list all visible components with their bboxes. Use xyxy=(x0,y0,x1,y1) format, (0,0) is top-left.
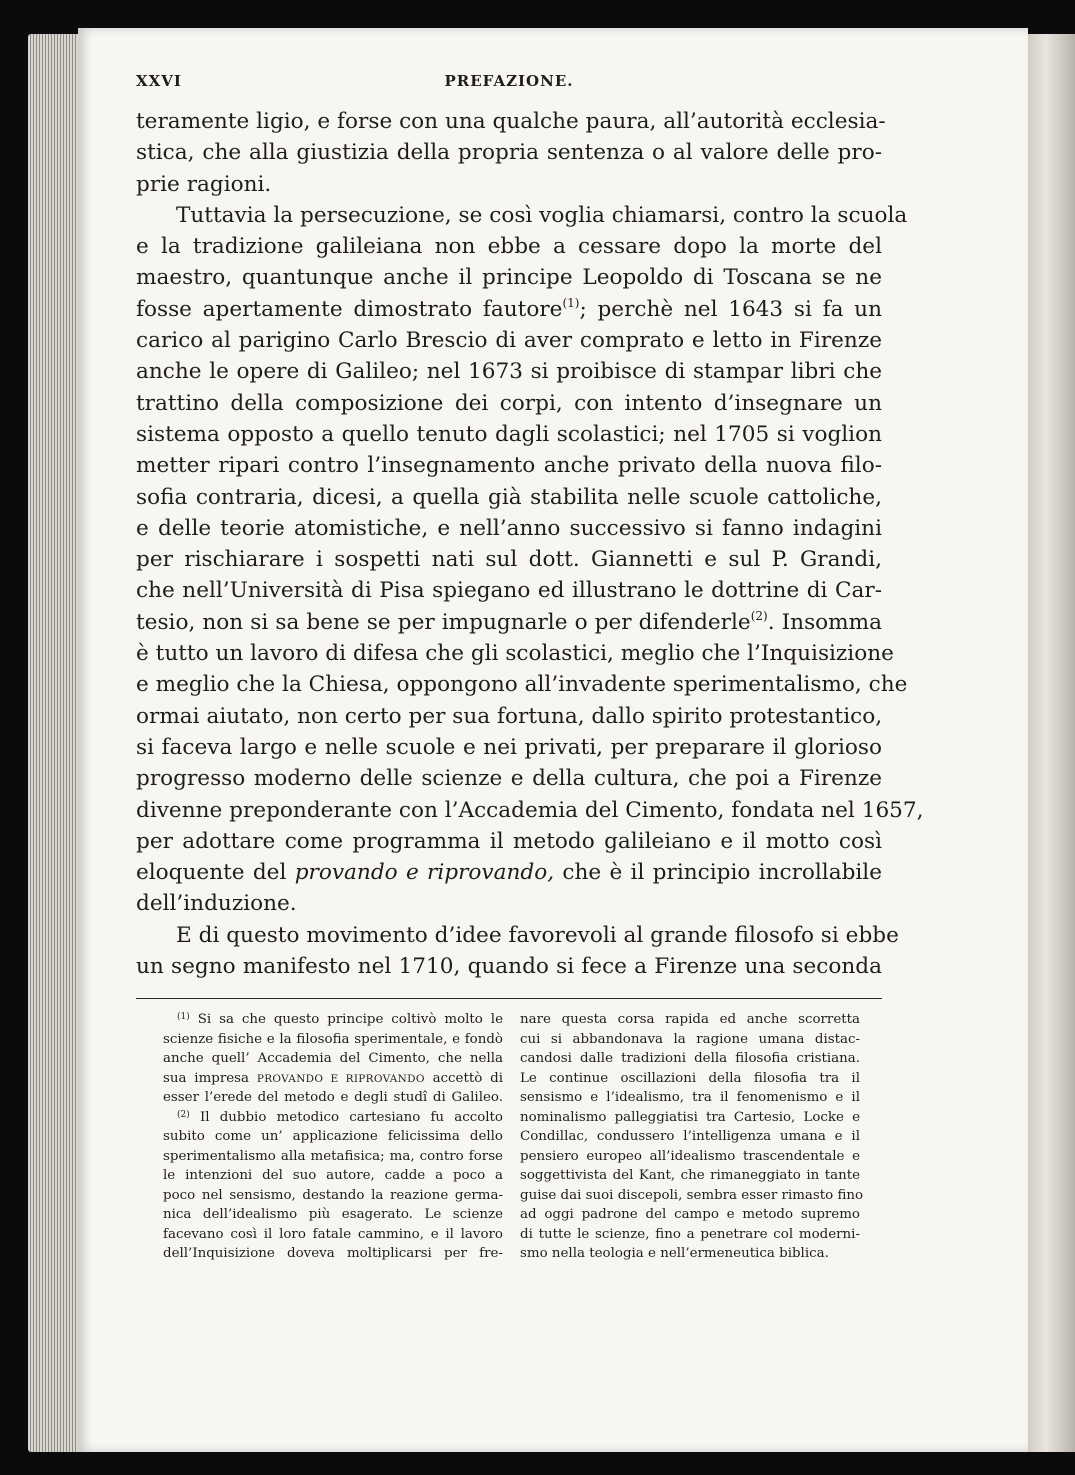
footnote-line: sperimentalismo alla metafisica; ma, contro forse xyxy=(163,1148,503,1164)
footnote-line xyxy=(163,1010,503,1030)
text-line: per adottare come programma il metodo galileiano e il motto così xyxy=(136,828,882,854)
text-line: e delle teorie atomistiche, e nell’anno successivo si fanno indagini xyxy=(136,515,882,541)
text-line: anche le opere di Galileo; nel 1673 si proibisce di stampar libri che xyxy=(136,359,882,385)
running-head xyxy=(136,72,882,96)
page-number: XXVI xyxy=(136,72,182,90)
text-line: sistema opposto a quello tenuto dagli scolastici; nel 1705 si voglion xyxy=(136,421,882,447)
footnote-reference: (1) xyxy=(562,295,580,310)
text-line: progresso moderno delle scienze e della cultura, che poi a Firenze xyxy=(136,766,882,792)
footnote-line: poco nel sensismo, destando la reazione germa- xyxy=(163,1187,503,1203)
text-segment: Si sa che questo principe coltivò molto le xyxy=(197,1012,503,1027)
footnote-line: nica dell’idealismo più esagerato. Le scienze xyxy=(163,1207,503,1222)
footnote-line: Condillac, condussero l’intelligenza umana e il xyxy=(520,1129,860,1144)
text-line: divenne preponderante con l’Accademia del Cimento, fondata nel 1657, xyxy=(136,797,924,823)
footnote-line: ad oggi padrone del campo e metodo supremo xyxy=(520,1207,860,1222)
footnote-line: di tutte le scienze, fino a penetrare col moderni- xyxy=(520,1226,860,1242)
facing-page-edge xyxy=(1027,34,1075,1452)
text-line: ormai aiutato, non certo per sua fortuna, dallo spirito protestantico, xyxy=(136,703,883,729)
text-line: per rischiarare i sospetti nati sul dott. Giannetti e sul P. Grandi, xyxy=(136,547,882,573)
footnote-marker: (2) xyxy=(177,1109,190,1120)
text-line: trattino della composizione dei corpi, con intento d’insegnare un xyxy=(136,390,882,416)
footnote-line: nominalismo palleggiatisi tra Cartesio, Locke e xyxy=(520,1109,860,1125)
text-line: si faceva largo e nelle scuole e nei privati, per preparare il glorioso xyxy=(136,734,882,760)
text-segment: ; perchè nel 1643 si fa un xyxy=(579,296,882,322)
text-segment: eloquente del xyxy=(136,860,287,886)
footnote-line: nare questa corsa rapida ed anche scorretta xyxy=(520,1012,860,1027)
text-line: stica, che alla giustizia della propria sentenza o al valore delle pro- xyxy=(136,140,882,166)
footnote-line: esser l’erede del metodo e degli studî di Galileo. xyxy=(163,1090,503,1105)
italic-motto: provando e riprovando, xyxy=(294,860,555,886)
footnote-line: pensiero europeo all’idealismo trascendentale e xyxy=(520,1148,860,1164)
text-line: un segno manifesto nel 1710, quando si fece a Firenze una seconda xyxy=(136,954,882,980)
small-caps-motto: PROVANDO E RIPROVANDO xyxy=(256,1072,425,1085)
text-line: maestro, quantunque anche il principe Leopoldo di Toscana se ne xyxy=(136,265,882,291)
text-line xyxy=(136,607,882,638)
text-segment: accettò di xyxy=(432,1070,503,1086)
text-segment: sua impresa xyxy=(163,1070,250,1086)
footnote-line: sensismo e l’idealismo, tra il fenomenismo e il xyxy=(520,1090,860,1105)
text-segment: . Insomma xyxy=(767,609,883,635)
text-line xyxy=(136,857,882,888)
text-segment: che è il principio incrollabile xyxy=(562,860,882,886)
text-line: è tutto un lavoro di difesa che gli scolastici, meglio che l’Inquisizione xyxy=(136,641,894,667)
footnotes-left-column xyxy=(163,1010,503,1264)
footnote-line xyxy=(163,1069,503,1089)
footnote-line: le intenzioni del suo autore, cadde a poco a xyxy=(163,1168,503,1183)
footnote-line: dell’Inquisizione doveva moltiplicarsi per fre- xyxy=(163,1246,503,1261)
footnote-line: candosi dalle tradizioni della filosofia cristiana. xyxy=(520,1051,860,1066)
footnote-line: anche quell’ Accademia del Cimento, che nella xyxy=(163,1051,503,1066)
text-line: dell’induzione. xyxy=(136,891,297,917)
running-title: PREFAZIONE. xyxy=(444,72,574,90)
text-line: e meglio che la Chiesa, oppongono all’invadente sperimentalismo, che xyxy=(136,672,908,698)
text-segment: fosse apertamente dimostrato fautore xyxy=(136,296,563,322)
footnote-line: smo nella teologia e nell’ermeneutica biblica. xyxy=(520,1246,829,1261)
footnotes-right-column xyxy=(520,1010,864,1264)
text-line: E di questo movimento d’idee favorevoli al grande filosofo si ebbe xyxy=(176,922,899,948)
text-line xyxy=(136,294,882,325)
body-text xyxy=(136,106,924,982)
footnote-marker: (1) xyxy=(177,1012,190,1022)
text-line: che nell’Università di Pisa spiegano ed illustrano le dottrine di Car- xyxy=(136,578,882,604)
text-segment: tesio, non si sa bene se per impugnarle o per difenderle xyxy=(136,609,751,635)
footnote-line xyxy=(163,1108,503,1128)
footnote-line: soggettivista del Kant, che rimaneggiato in tante xyxy=(520,1168,860,1183)
text-line: e la tradizione galileiana non ebbe a cessare dopo la morte del xyxy=(136,234,882,260)
text-line: sofia contraria, dicesi, a quella già stabilita nelle scuole cattoliche, xyxy=(136,484,882,510)
text-line: teramente ligio, e forse con una qualche paura, all’autorità ecclesia- xyxy=(136,109,886,134)
footnote-line: scienze fisiche e la filosofia sperimentale, e fondò xyxy=(163,1031,503,1047)
footnote-line: subito come un’ applicazione felicissima dello xyxy=(163,1129,503,1144)
footnote-line: Le continue oscillazioni della filosofia tra il xyxy=(520,1070,860,1086)
text-line: carico al parigino Carlo Brescio di aver comprato e letto in Firenze xyxy=(136,328,882,354)
text-line: prie ragioni. xyxy=(136,171,272,197)
text-line: Tuttavia la persecuzione, se così voglia chiamarsi, contro la scuola xyxy=(176,202,908,228)
footnote-line: guise dai suoi discepoli, sembra esser rimasto fino xyxy=(520,1187,864,1203)
footnote-line: facevano così il loro fatale cammino, e il lavoro xyxy=(163,1226,503,1242)
text-line: metter ripari contro l’insegnamento anche privato della nuova filo- xyxy=(136,453,882,479)
footnote-divider xyxy=(136,998,882,999)
footnote-reference: (2) xyxy=(750,608,768,623)
text-segment: Il dubbio metodico cartesiano fu accolto xyxy=(199,1109,503,1125)
footnote-line: cui si abbandonava la ragione umana distac- xyxy=(520,1031,860,1047)
